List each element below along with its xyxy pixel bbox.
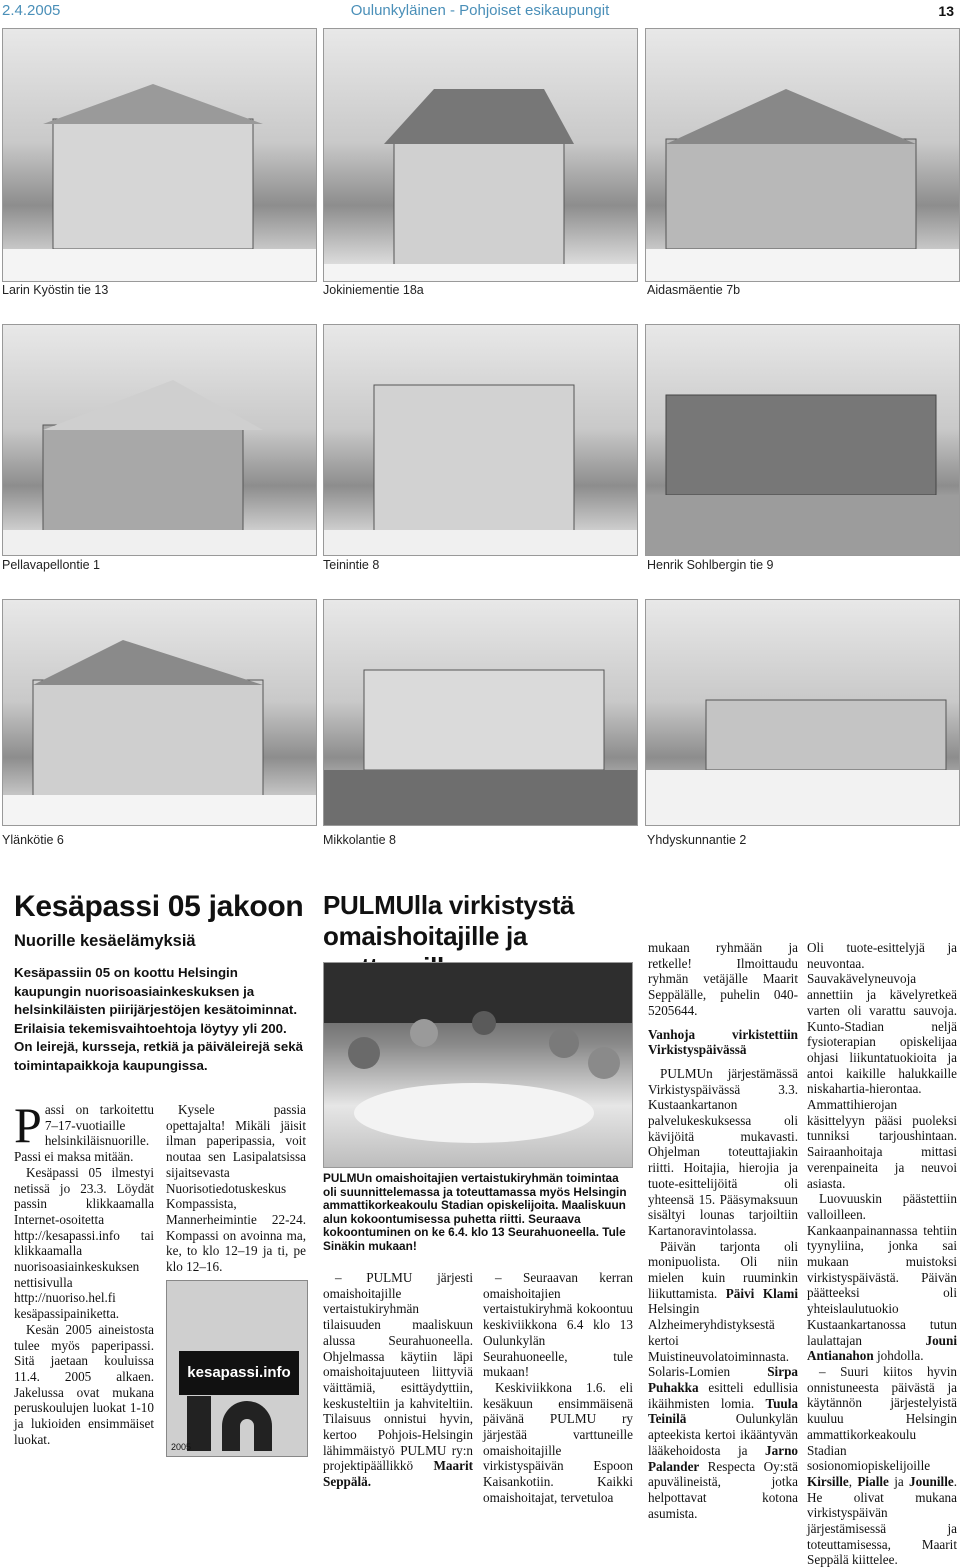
paragraph: assi on tarkoitettu 7–17-vuotiaille helsinkiläisnuorille. Passi ei maksa mitään.	[14, 1102, 154, 1165]
paragraph: Oli tuote-esittelyjä ja neuvontaa. Sauvakävelyneuvoja annettiin ja kävelyretkeä varten oli varattu sauvoja. Kunto-Stadian neljä fysioterapian opiskelijaa ohjasi liikuntatuokioita ja antoi kaikille halukkaille niskahartia-hierontaa. Ammattihierojan käsittelyyn pääsi puoleksi tunniksi tarjoushintaan. Sairaanhoitaja mittasi verenpaineita ja neuvoi asiasta.	[807, 940, 957, 1191]
article-column	[483, 1270, 633, 1506]
person-name: Maarit Seppälä.	[323, 1458, 473, 1490]
paragraph: Kysele passia opettajalta! Mikäli jäisit ilman paperipassia, voit noutaa sen Lasipalatsissa sijaitsevasta Nuorisotiedotuskeskus Kompassista, Mannerheimintie 22-24. Kompassi on avoinna ma, ke, to klo 12–19 ja ti, pe klo 12–16.	[166, 1102, 306, 1275]
paragraph-text: Oulunkylän apteekista kertoi ikääntyvän lääkehoidosta ja	[648, 1411, 798, 1458]
person-name: Tuula Teinilä	[648, 1395, 798, 1427]
house-photo	[2, 324, 317, 556]
paragraph	[323, 1270, 473, 1490]
paragraph: Kesän 2005 aineistosta tulee myös paperipassi. Sitä jaetaan kouluissa 11.4. 2005 alkaen. Jakelussa ovat mukana peruskoulujen luokat 1-10 ja lukioiden ensimmäiset luokat.	[14, 1321, 154, 1447]
paragraph-text: ja	[894, 1473, 904, 1489]
person-name: Jounille	[909, 1473, 954, 1489]
person-name: Jarno Palander	[648, 1442, 798, 1474]
paragraph-text: Respecta Oy:stä apuvälineistä, jotka helpottavat kotona asumista.	[648, 1458, 799, 1521]
paragraph-text: Päivän tarjonta oli monipuolista. Oli niin mielen kuin ruuminkin liikuttamista.	[648, 1238, 798, 1301]
issue-date: 2.4.2005	[2, 2, 61, 19]
paragraph: Keskiviikkona 1.6. eli kesäkuun ensimmäisenä päivänä PULMU ry järjestää varttuneille omaishoitajille virkistyspäivän Espoon Kaisankotiin. Kaikki omaishoitajat, tervetuloa	[483, 1379, 633, 1505]
photo-caption: Mikkolantie 8	[323, 833, 396, 847]
article-column	[648, 940, 798, 1521]
paragraph-text: esitteli edullisia ikäihmisten lomia.	[648, 1379, 798, 1411]
house-photo	[323, 324, 638, 556]
paragraph	[807, 1364, 957, 1568]
paragraph	[648, 1239, 798, 1522]
drop-cap: P	[14, 1097, 42, 1153]
page-header	[0, 0, 960, 24]
article-column	[807, 940, 957, 1568]
paragraph-text: ,	[848, 1473, 853, 1489]
article-column	[14, 1097, 154, 1447]
person-name: Pialle	[857, 1473, 889, 1489]
house-photo	[323, 28, 638, 282]
photo-caption: Henrik Sohlbergin tie 9	[647, 558, 774, 572]
house-photo	[645, 28, 960, 282]
kesapassi-cover-image	[166, 1280, 308, 1457]
house-photo	[2, 599, 317, 826]
article-title: Kesäpassi 05 jakoon	[14, 890, 304, 923]
cover-title: kesapassi.info	[179, 1351, 299, 1395]
newspaper-title: Oulunkyläinen - Pohjoiset esikaupungit	[350, 2, 610, 19]
photo-caption: Ylänkötie 6	[2, 833, 64, 847]
paragraph-text: – Suuri kiitos hyvin onnistuneesta päivästä ja käytännön järjestelyistä kuuluu Helsingin ammattikorkeakoulu Stadian sosionomiopiskelijoille	[807, 1363, 957, 1474]
article-column	[323, 1270, 473, 1490]
article-column	[166, 1102, 306, 1275]
article-subtitle: Nuorille kesäelämyksiä	[14, 932, 196, 950]
article-lead: Kesäpassiin 05 on koottu Helsingin kaupungin nuorisoasiainkeskuksen ja helsinkiläisten piirijärjestöjen kesätoiminnat. Erilaisia tekemisvaihtoehtoja löytyy yli 200. On leirejä, kursseja, retkiä ja päiväleirejä sekä toimintapaikkoja kaupungissa.	[14, 965, 304, 1073]
person-name: Sirpa Puhakka	[648, 1364, 798, 1395]
house-photo	[645, 324, 960, 556]
paragraph: PULMUn järjestämässä Virkistyspäivässä 3.3. Kustaankartanon palvelukeskuksessa oli kävijöitä mukavasti. Ohjelman toteuttajiakin riitti. Hoitajia, hierojia ja tuote-esittelijöitä oli yhteensä 15. Pääsymaksuun sisältyi lounas tarjoiltiin Kartanoravintolassa.	[648, 1065, 798, 1238]
house-photo	[323, 599, 638, 826]
paragraph-text: Luovuuskin päästettiin valloilleen. Kankaanpainannassa tehtiin tyynyliina, jonka sai mukaan muistoksi virkistyspäivästä. Päivän päätteeksi oli yhteislaulutuokio Kustaankartanossa tutun laulattajan	[807, 1191, 957, 1348]
paragraph-text: . He olivat mukana virkistyspäivän järjestämisessä ja toteuttamisessa, Maarit Seppälä kiittelee.	[807, 1473, 958, 1568]
house-photo	[2, 28, 317, 282]
group-photo	[323, 962, 633, 1168]
cover-shape	[222, 1401, 272, 1451]
person-name: Kirsille	[807, 1473, 849, 1489]
photo-caption: Yhdyskunnantie 2	[647, 833, 747, 847]
paragraph-text: johdolla.	[877, 1348, 924, 1364]
person-name: Jouni Antianahon	[807, 1332, 957, 1364]
photo-caption: Jokiniementie 18a	[323, 283, 424, 297]
photo-caption: Larin Kyöstin tie 13	[2, 283, 109, 297]
photo-caption: Teinintie 8	[323, 558, 380, 572]
cover-year: 2005	[171, 1442, 192, 1452]
house-photo	[645, 599, 960, 826]
article-title: PULMUlla virkistystä omaishoitajille ja	[323, 890, 575, 951]
paragraph-text: Helsingin Alzheimeryhdistyksestä kertoi Muistineuvolatoiminnasta. Solaris-Lomien	[648, 1301, 790, 1380]
photo-caption: Aidasmäentie 7b	[647, 283, 741, 297]
paragraph-text: – PULMU järjesti omaishoitajille vertaistukiryhmän tilaisuuden maaliskuun alussa Seurahuoneella. Ohjelmassa käytiin läpi omaishoitajuuteen liittyviä väittämiä, esittäydyttiin, keskusteltiin ja kahviteltiin. Tilaisuus onnistui hyvin, kertoo Pohjois-Helsingin lähimmäistyö PULMU ry:n projektipäällikkö	[323, 1270, 473, 1474]
paragraph: – Seuraavan kerran omaishoitajien vertaistukiryhmä kokoontuu keskiviikkona 6.4 klo 13 Oulunkylän Seurahuoneelle, tule mukaan!	[483, 1270, 633, 1380]
section-heading: Vanhoja virkistettiin Virkistyspäivässä	[648, 1026, 798, 1058]
paragraph: Kesäpassi 05 ilmestyi netissä jo 23.3. Löydät passin klikkaamalla Internet-osoitetta http://kesapassi.info tai klikkaamalla nuorisoasiainkeskuksen nettisivulla http://nuoriso.hel.fi kesäpassipainiketta.	[14, 1164, 154, 1322]
photo-caption: Pellavapellontie 1	[2, 558, 100, 572]
paragraph: mukaan ryhmään ja retkelle! Ilmoittaudu ryhmän vetäjälle Maarit Seppälälle, puhelin 040-5205644.	[648, 940, 798, 1018]
person-name: Päivi Klami	[725, 1285, 798, 1301]
page-number: 13	[938, 3, 954, 19]
paragraph	[807, 1191, 957, 1364]
photo-caption: PULMUn omaishoitajien vertaistukiryhmän toimintaa oli suunnittelemassa ja toteuttamassa myös Helsingin ammattikorkeakoulu Stadian opiskelijoita. Maaliskuun alun kokoontumisessa puhetta riitti. Seuraava kokoontuminen on ke 6.4. klo 13 Seurahuoneella. Tule Sinäkin mukaan!	[323, 1171, 627, 1253]
